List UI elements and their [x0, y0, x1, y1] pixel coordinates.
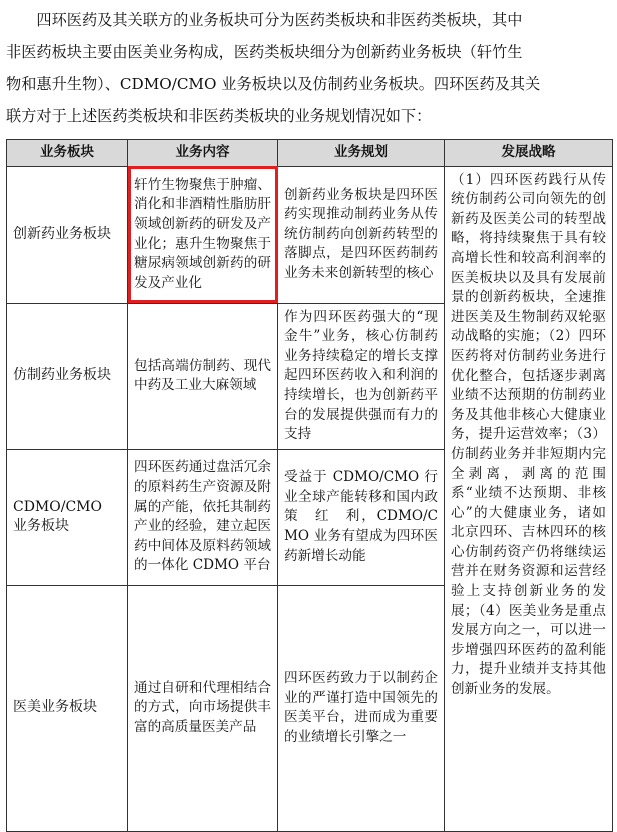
intro-line: 物和惠升生物）、CDMO/CMO 业务板块以及仿制药业务板块。四环医药及其关 [6, 75, 541, 93]
table-row [7, 166, 613, 303]
intro-paragraph [6, 4, 612, 132]
plan-cell: 四环医药致力于以制药企业的严谨打造中国领先的医美平台，进而成为重要的业绩增长引擎之一 [278, 585, 445, 831]
intro-line: 联方对于上述医药类板块和非医药类板块的业务规划情况如下： [6, 107, 432, 125]
header-strategy: 发展战略 [445, 140, 613, 167]
header-plan: 业务规划 [278, 140, 445, 167]
segment-cell: 创新药业务板块 [7, 166, 128, 303]
segment-cell: CDMO/CMO 业务板块 [7, 449, 128, 585]
intro-line: 非医药板块主要由医美业务构成，医药类板块细分为创新药业务板块（轩竹生 [6, 43, 523, 61]
table-header-row [7, 140, 613, 167]
content-cell: 四环医药通过盘活冗余的原料药生产资源及附属的产能，依托其制药产业的经验，建立起医药中间体及原料药领域的一体化 CDMO 平台 [128, 449, 278, 585]
content-cell-highlighted: 轩竹生物聚焦于肿瘤、消化和非酒精性脂肪肝领域创新药的研发及产业化；惠升生物聚焦于糖尿病领域创新药的研发及产业化 [128, 166, 278, 303]
header-segment: 业务板块 [7, 140, 128, 167]
intro-line: 四环医药及其关联方的业务板块可分为医药类板块和非医药类板块，其中 [6, 11, 523, 29]
content-cell: 包括高端仿制药、现代中药及工业大麻领域 [128, 303, 278, 449]
plan-cell: 受益于 CDMO/CMO 行业全球产能转移和国内政 策 红 利，CDMO/CMO 业务有望成为四环医药新增长动能 [278, 449, 445, 585]
segment-cell: 仿制药业务板块 [7, 303, 128, 449]
strategy-cell: （1）四环医药践行从传统仿制药公司向领先的创新药及医美公司的转型战略，将持续聚焦于具有较高增长性和较高利润率的医美板块以及具有发展前景的创新药板块，全速推进医美及生物制药双轮驱动战略的实施；（2）四环医药将对仿制药业务进行优化整合，包括逐步剥离业绩不达预期的仿制药业务及其他非核心大健康业务，提升运营效率；（3）仿制药业务并非短期内完全剥离，剥离的范围系“业绩不达预期、非核心”的大健康业务，诸如北京四环、吉林四环的核心仿制药资产仍将继续运营并在财务资源和运营经验上支持创新业务的发展；（4）医美业务是重点发展方向之一，可以进一步增强四环医药的盈利能力，提升业绩并支持其他创新业务的发展。 [445, 166, 613, 831]
plan-cell: 创新药业务板块是四环医药实现推动制药业务从传统仿制药向创新药转型的落脚点，是四环医药制药业务未来创新转型的核心 [278, 166, 445, 303]
content-cell: 通过自研和代理相结合的方式，向市场提供丰富的高质量医美产品 [128, 585, 278, 831]
segment-cell: 医美业务板块 [7, 585, 128, 831]
header-content: 业务内容 [128, 140, 278, 167]
plan-cell: 作为四环医药强大的“现金牛”业务，核心仿制药业务持续稳定的增长支撑起四环医药收入和利润的持续增长，也为创新药平台的发展提供强而有力的支持 [278, 303, 445, 449]
business-plan-table [6, 139, 613, 832]
